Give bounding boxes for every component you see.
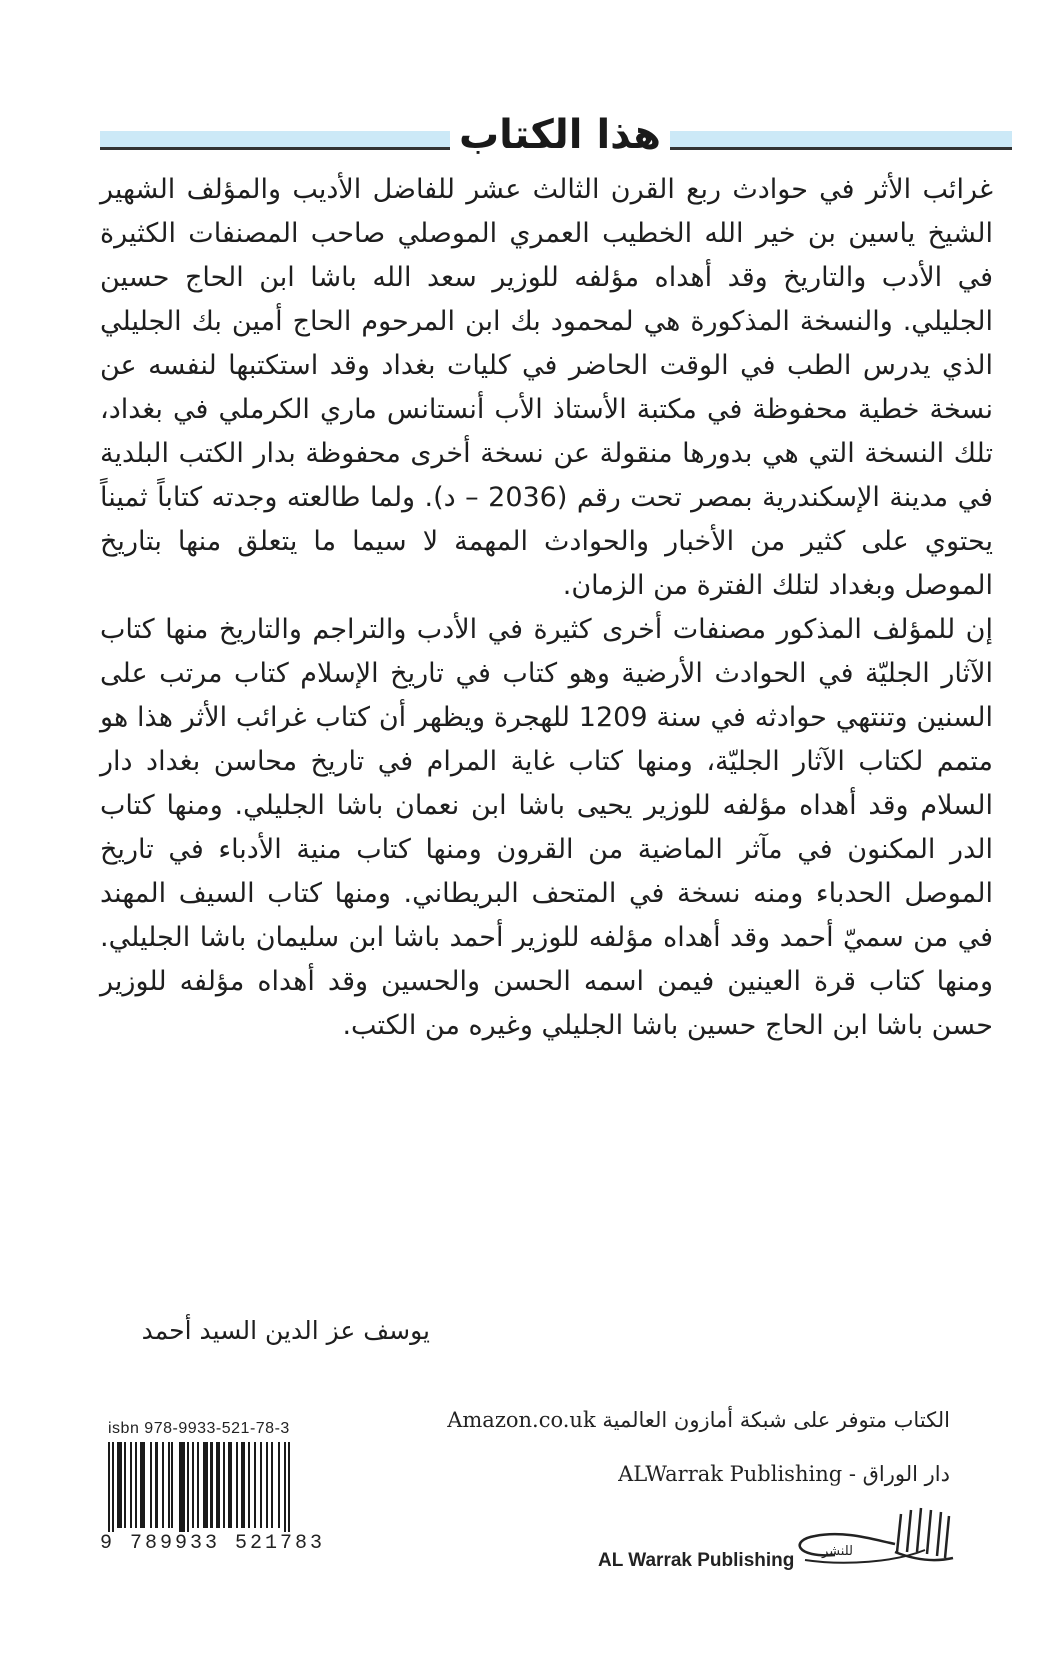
footer-publisher-brand: AL Warrak Publishing [598, 1550, 795, 1571]
description-paragraph-2: إن للمؤلف المذكور مصنفات أخرى كثيرة في الأدب والتراجم والتاريخ منها كتاب الآثار الجليّة في الحوادث الأرضية وهو كتاب في تاريخ الإسلام كتاب مرتب على السنين وتنتهي حوادثه في سنة 1209 للهجرة ويظهر أن كتاب غرائب الأثر هذا هو متمم لكتاب الآثار الجليّة، ومنها كتاب غاية المرام في تاريخ محاسن بغداد دار السلام وقد أهداه مؤلفه للوزير يحيى باشا ابن نعمان باشا الجليلي. ومنها كتاب الدر المكنون في مآثر الماضية من القرون ومنها كتاب منية الأدباء في تاريخ الموصل الحدباء ومنه نسخة في المتحف البريطاني. ومنها كتاب السيف المهند في من سميّ أحمد وقد أهداه مؤلفه للوزير أحمد باشا ابن سليمان باشا الجليلي. ومنها كتاب قرة العينين فيمن اسمه الحسن والحسين وقد أهداه مؤلفه للوزير حسن باشا ابن الحاج حسين باشا الجليلي وغيره من الكتب. [100, 614, 993, 1041]
barcode-icon [108, 1442, 308, 1532]
heading-decorative-bar-right [670, 131, 1012, 150]
author-signature: يوسف عز الدين السيد أحمد [141, 1316, 430, 1345]
book-description [100, 168, 993, 1048]
isbn-label: isbn 978-9933-521-78-3 [108, 1420, 290, 1437]
barcode-digits: 9 789933 521783 [100, 1532, 326, 1555]
publisher-calligraphy-logo-icon [785, 1500, 955, 1570]
heading-title: هذا الكتاب [458, 112, 661, 158]
publisher-name: دار الوراق - ALWarrak Publishing [618, 1462, 950, 1486]
logo-caption: للنشر [822, 1544, 853, 1559]
heading-decorative-bar-left [100, 131, 450, 150]
availability-note: الكتاب متوفر على شبكة أمازون العالمية Amazon.co.uk [447, 1408, 950, 1432]
description-paragraph-1: غرائب الأثر في حوادث ربع القرن الثالث عشر للفاضل الأديب والمؤلف الشهير الشيخ ياسين بن خير الله الخطيب العمري الموصلي صاحب المصنفات الكثيرة في الأدب والتاريخ وقد أهداه مؤلفه للوزير سعد الله باشا ابن الحاج حسين الجليلي. والنسخة المذكورة هي لمحمود بك ابن المرحوم الحاج أمين بك الجليلي الذي يدرس الطب في الوقت الحاضر في كليات بغداد وقد استكتبها لنفسه عن نسخة خطية محفوظة في مكتبة الأستاذ الأب أنستانس ماري الكرملي في بغداد، تلك النسخة التي هي بدورها منقولة عن نسخة أخرى محفوظة بدار الكتب البلدية في مدينة الإسكندرية بمصر تحت رقم (2036 – د). ولما طالعته وجدته كتاباً ثميناً يحتوي على كثير من الأخبار والحوادث المهمة لا سيما ما يتعلق منها بتاريخ الموصل وبغداد لتلك الفترة من الزمان. [100, 174, 993, 601]
section-heading [100, 112, 1013, 158]
